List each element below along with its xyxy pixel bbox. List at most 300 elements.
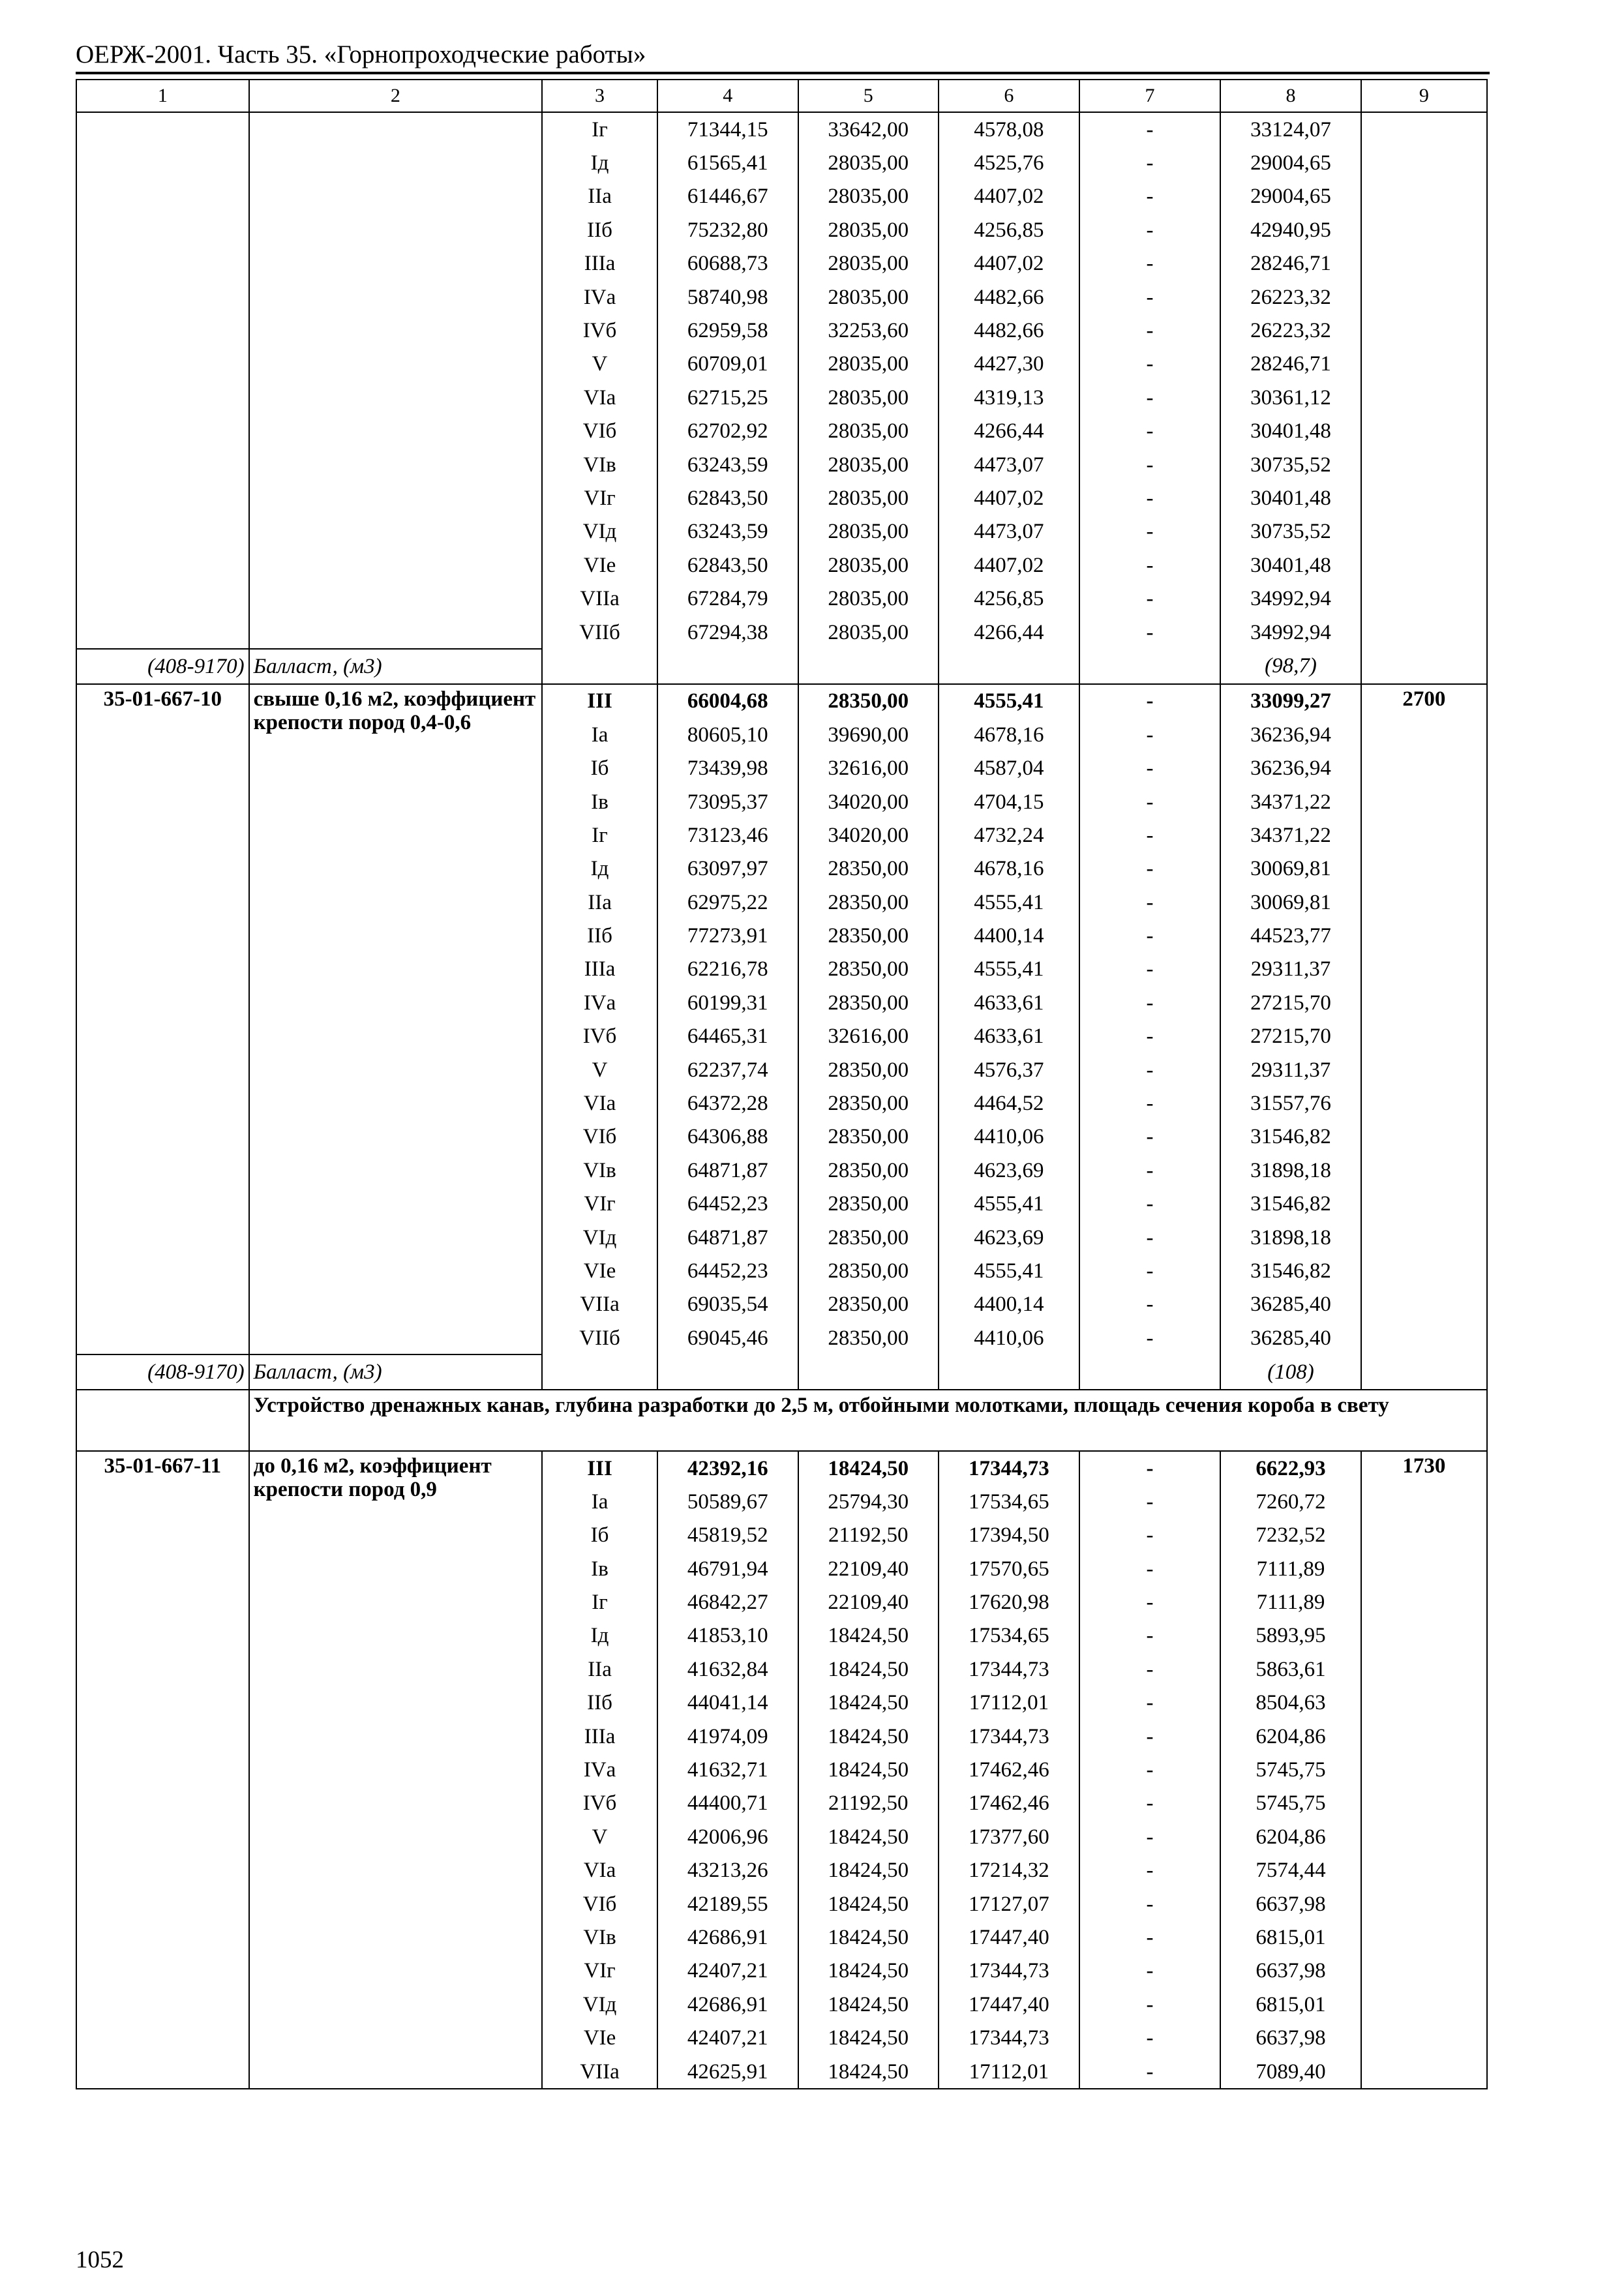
rates-table xyxy=(76,79,1488,2089)
labor-hours: 7089,40 xyxy=(1220,2055,1361,2089)
labor-cost: 28350,00 xyxy=(798,1154,939,1187)
machine-cost: 4400,14 xyxy=(939,1288,1079,1321)
machine-cost: 4473,07 xyxy=(939,515,1079,548)
labor-hours: 31898,18 xyxy=(1220,1221,1361,1254)
material-cost: - xyxy=(1079,986,1221,1019)
labor-hours: 44523,77 xyxy=(1220,919,1361,952)
labor-hours: 36285,40 xyxy=(1220,1321,1361,1354)
material-cost: - xyxy=(1079,886,1221,919)
labor-hours: 7232,52 xyxy=(1220,1519,1361,1552)
labor-hours: 34371,22 xyxy=(1220,785,1361,818)
labor-cost: 18424,50 xyxy=(798,2055,939,2089)
column-number: 8 xyxy=(1220,80,1361,112)
rock-category: Iв xyxy=(542,1552,657,1585)
total-cost: 80605,10 xyxy=(657,718,798,751)
labor-cost: 28035,00 xyxy=(798,180,939,213)
material-cost: - xyxy=(1079,180,1221,213)
material-cost: - xyxy=(1079,1720,1221,1753)
labor-cost: 18424,50 xyxy=(798,1954,939,1988)
labor-cost: 28350,00 xyxy=(798,1086,939,1120)
total-cost: 67284,79 xyxy=(657,582,798,615)
rock-category: V xyxy=(542,1053,657,1086)
labor-hours: 29004,65 xyxy=(1220,180,1361,213)
labor-cost: 18424,50 xyxy=(798,1854,939,1887)
column-number: 6 xyxy=(939,80,1079,112)
machine-cost: 17462,46 xyxy=(939,1787,1079,1820)
machine-cost: 4266,44 xyxy=(939,616,1079,649)
material-cost: - xyxy=(1079,348,1221,381)
total-cost: 64452,23 xyxy=(657,1188,798,1221)
table-row xyxy=(76,112,1487,146)
machine-cost: 4410,06 xyxy=(939,1321,1079,1354)
material-cost: - xyxy=(1079,1552,1221,1585)
labor-hours: 26223,32 xyxy=(1220,314,1361,347)
material-cost: - xyxy=(1079,1188,1221,1221)
labor-cost: 18424,50 xyxy=(798,1887,939,1921)
total-cost: 66004,68 xyxy=(657,684,798,718)
labor-hours: 27215,70 xyxy=(1220,986,1361,1019)
column-number: 4 xyxy=(657,80,798,112)
labor-hours: 6637,98 xyxy=(1220,1954,1361,1988)
machine-cost: 4482,66 xyxy=(939,280,1079,314)
rock-category: VIб xyxy=(542,1120,657,1154)
labor-hours: 8504,63 xyxy=(1220,1686,1361,1720)
material-cost: - xyxy=(1079,1585,1221,1619)
machine-cost: 17394,50 xyxy=(939,1519,1079,1552)
labor-hours: 26223,32 xyxy=(1220,280,1361,314)
labor-cost: 28035,00 xyxy=(798,515,939,548)
machine-cost: 4678,16 xyxy=(939,718,1079,751)
machine-cost: 4587,04 xyxy=(939,751,1079,785)
machine-cost: 4407,02 xyxy=(939,180,1079,213)
material-cost xyxy=(1079,649,1221,683)
rock-category: Iг xyxy=(542,818,657,852)
labor-cost: 28035,00 xyxy=(798,582,939,615)
rock-category: VIд xyxy=(542,1221,657,1254)
material-cost: - xyxy=(1079,146,1221,179)
total-cost: 73095,37 xyxy=(657,785,798,818)
rock-category: V xyxy=(542,348,657,381)
labor-cost: 18424,50 xyxy=(798,1720,939,1753)
labor-hours: 6622,93 xyxy=(1220,1451,1361,1485)
rock-category: IIб xyxy=(542,1686,657,1720)
table-row xyxy=(76,1451,1487,1485)
labor-cost: 18424,50 xyxy=(798,2021,939,2054)
machine-cost xyxy=(939,649,1079,683)
total-cost: 62843,50 xyxy=(657,481,798,515)
labor-cost: 28035,00 xyxy=(798,381,939,414)
item-description: до 0,16 м2, коэффициент крепости пород 0,9 xyxy=(249,1451,543,2089)
labor-hours: 6637,98 xyxy=(1220,1887,1361,1921)
rock-category: IIа xyxy=(542,180,657,213)
rock-category: Iа xyxy=(542,1485,657,1518)
labor-cost xyxy=(798,649,939,683)
rock-category: Iб xyxy=(542,1519,657,1552)
machine-cost: 4623,69 xyxy=(939,1154,1079,1187)
labor-hours: 36285,40 xyxy=(1220,1288,1361,1321)
total-cost xyxy=(657,1354,798,1389)
ballast-code: (408-9170) xyxy=(76,1354,249,1389)
labor-cost: 18424,50 xyxy=(798,1820,939,1853)
machine-cost: 4427,30 xyxy=(939,348,1079,381)
rock-category: IIб xyxy=(542,919,657,952)
material-cost: - xyxy=(1079,1787,1221,1820)
labor-cost: 34020,00 xyxy=(798,785,939,818)
total-cost: 64372,28 xyxy=(657,1086,798,1120)
machine-cost: 17534,65 xyxy=(939,1619,1079,1653)
total-cost: 44041,14 xyxy=(657,1686,798,1720)
total-cost xyxy=(657,649,798,683)
labor-hours: 27215,70 xyxy=(1220,1020,1361,1053)
material-cost: - xyxy=(1079,280,1221,314)
rock-category: VIа xyxy=(542,1854,657,1887)
labor-cost: 34020,00 xyxy=(798,818,939,852)
machine-cost: 4319,13 xyxy=(939,381,1079,414)
total-cost: 42189,55 xyxy=(657,1887,798,1921)
machine-cost: 4407,02 xyxy=(939,548,1079,582)
rock-category: IVа xyxy=(542,1753,657,1786)
ballast-label: Балласт, (м3) xyxy=(249,1354,543,1389)
rock-category: VIе xyxy=(542,548,657,582)
labor-hours: 31546,82 xyxy=(1220,1120,1361,1154)
rock-category: VIIа xyxy=(542,1288,657,1321)
rock-category: Iд xyxy=(542,1619,657,1653)
total-cost: 64452,23 xyxy=(657,1254,798,1287)
total-cost: 73439,98 xyxy=(657,751,798,785)
machine-cost: 17344,73 xyxy=(939,1720,1079,1753)
rock-category: IIIа xyxy=(542,953,657,986)
labor-cost: 28350,00 xyxy=(798,1221,939,1254)
ballast-label: Балласт, (м3) xyxy=(249,649,543,683)
machine-cost: 17620,98 xyxy=(939,1585,1079,1619)
total-cost: 41853,10 xyxy=(657,1619,798,1653)
labor-cost: 22109,40 xyxy=(798,1585,939,1619)
machine-cost: 4266,44 xyxy=(939,415,1079,448)
machine-cost: 4704,15 xyxy=(939,785,1079,818)
labor-cost: 28350,00 xyxy=(798,953,939,986)
rock-category: IIIа xyxy=(542,1720,657,1753)
labor-cost: 32616,00 xyxy=(798,1020,939,1053)
machine-cost: 4555,41 xyxy=(939,886,1079,919)
labor-hours: 30735,52 xyxy=(1220,515,1361,548)
table-row xyxy=(76,649,1487,683)
rock-category: IVб xyxy=(542,1020,657,1053)
total-cost: 44400,71 xyxy=(657,1787,798,1820)
labor-cost xyxy=(798,1354,939,1389)
material-cost: - xyxy=(1079,1321,1221,1354)
material-cost: - xyxy=(1079,1854,1221,1887)
section-heading-row xyxy=(76,1390,1487,1451)
machine-cost: 4578,08 xyxy=(939,112,1079,146)
total-cost: 71344,15 xyxy=(657,112,798,146)
total-cost: 69045,46 xyxy=(657,1321,798,1354)
total-cost: 58740,98 xyxy=(657,280,798,314)
labor-cost: 28035,00 xyxy=(798,247,939,280)
total-cost: 60688,73 xyxy=(657,247,798,280)
labor-hours: 7111,89 xyxy=(1220,1552,1361,1585)
total-cost: 62237,74 xyxy=(657,1053,798,1086)
labor-cost: 18424,50 xyxy=(798,1988,939,2021)
labor-cost: 28035,00 xyxy=(798,548,939,582)
column-number: 7 xyxy=(1079,80,1221,112)
labor-hours: 31546,82 xyxy=(1220,1188,1361,1221)
labor-hours: 30361,12 xyxy=(1220,381,1361,414)
labor-cost: 21192,50 xyxy=(798,1519,939,1552)
material-cost: - xyxy=(1079,1686,1221,1720)
rock-category: VIIб xyxy=(542,616,657,649)
material-cost: - xyxy=(1079,481,1221,515)
rock-category xyxy=(542,1354,657,1389)
labor-cost: 28350,00 xyxy=(798,1321,939,1354)
rock-category: VIа xyxy=(542,381,657,414)
total-cost: 62843,50 xyxy=(657,548,798,582)
labor-hours: 30069,81 xyxy=(1220,852,1361,886)
material-cost: - xyxy=(1079,1020,1221,1053)
item-code: 35-01-667-11 xyxy=(76,1451,249,2089)
labor-cost: 28350,00 xyxy=(798,919,939,952)
machine-cost: 4555,41 xyxy=(939,953,1079,986)
total-cost: 42006,96 xyxy=(657,1820,798,1853)
labor-hours: 30401,48 xyxy=(1220,481,1361,515)
labor-cost: 28035,00 xyxy=(798,616,939,649)
total-cost: 46791,94 xyxy=(657,1552,798,1585)
labor-hours: 29311,37 xyxy=(1220,953,1361,986)
machine-cost: 17112,01 xyxy=(939,1686,1079,1720)
rock-category: III xyxy=(542,1451,657,1485)
labor-hours: 6637,98 xyxy=(1220,2021,1361,2054)
rock-category: IVа xyxy=(542,986,657,1019)
labor-cost: 28035,00 xyxy=(798,415,939,448)
material-cost: - xyxy=(1079,247,1221,280)
labor-cost: 28035,00 xyxy=(798,348,939,381)
machine-cost: 4473,07 xyxy=(939,448,1079,481)
total-cost: 61565,41 xyxy=(657,146,798,179)
table-row xyxy=(76,684,1487,718)
material-cost: - xyxy=(1079,818,1221,852)
total-cost: 41632,84 xyxy=(657,1653,798,1686)
material-cost: - xyxy=(1079,1820,1221,1853)
labor-cost: 28350,00 xyxy=(798,1254,939,1287)
total-cost: 42686,91 xyxy=(657,1988,798,2021)
labor-cost: 28350,00 xyxy=(798,986,939,1019)
column-number: 5 xyxy=(798,80,939,112)
labor-cost: 28350,00 xyxy=(798,1053,939,1086)
machine-cost: 4633,61 xyxy=(939,1020,1079,1053)
machine-cost: 4400,14 xyxy=(939,919,1079,952)
labor-hours: 30401,48 xyxy=(1220,415,1361,448)
labor-cost: 28350,00 xyxy=(798,886,939,919)
labor-hours: 28246,71 xyxy=(1220,348,1361,381)
total-cost: 60709,01 xyxy=(657,348,798,381)
labor-cost: 28350,00 xyxy=(798,1120,939,1154)
rock-category: VIб xyxy=(542,1887,657,1921)
material-cost: - xyxy=(1079,1921,1221,1954)
item-price: 1730 xyxy=(1361,1451,1487,2089)
rock-category: VIд xyxy=(542,515,657,548)
ballast-code: (408-9170) xyxy=(76,649,249,683)
machine-cost: 4576,37 xyxy=(939,1053,1079,1086)
labor-hours: 5745,75 xyxy=(1220,1753,1361,1786)
labor-hours: 31557,76 xyxy=(1220,1086,1361,1120)
labor-hours: 30401,48 xyxy=(1220,548,1361,582)
material-cost: - xyxy=(1079,1451,1221,1485)
material-cost: - xyxy=(1079,1288,1221,1321)
material-cost: - xyxy=(1079,448,1221,481)
material-cost: - xyxy=(1079,1086,1221,1120)
total-cost: 63243,59 xyxy=(657,515,798,548)
rock-category: IVа xyxy=(542,280,657,314)
machine-cost: 4256,85 xyxy=(939,213,1079,247)
labor-hours: (108) xyxy=(1220,1354,1361,1389)
material-cost: - xyxy=(1079,112,1221,146)
labor-cost: 28035,00 xyxy=(798,213,939,247)
total-cost: 50589,67 xyxy=(657,1485,798,1518)
rock-category: Iд xyxy=(542,852,657,886)
total-cost: 41974,09 xyxy=(657,1720,798,1753)
rock-category: IIIа xyxy=(542,247,657,280)
labor-hours: 29311,37 xyxy=(1220,1053,1361,1086)
machine-cost: 17447,40 xyxy=(939,1921,1079,1954)
total-cost: 42625,91 xyxy=(657,2055,798,2089)
total-cost: 62975,22 xyxy=(657,886,798,919)
machine-cost: 4525,76 xyxy=(939,146,1079,179)
material-cost: - xyxy=(1079,1254,1221,1287)
total-cost: 64306,88 xyxy=(657,1120,798,1154)
material-cost: - xyxy=(1079,415,1221,448)
rock-category: Iг xyxy=(542,112,657,146)
blank-code-cell xyxy=(76,112,249,649)
labor-cost: 33642,00 xyxy=(798,112,939,146)
rock-category: VIIа xyxy=(542,2055,657,2089)
machine-cost: 17570,65 xyxy=(939,1552,1079,1585)
labor-cost: 25794,30 xyxy=(798,1485,939,1518)
machine-cost: 17344,73 xyxy=(939,1451,1079,1485)
column-number: 3 xyxy=(542,80,657,112)
rock-category: VIIа xyxy=(542,582,657,615)
labor-cost: 18424,50 xyxy=(798,1653,939,1686)
rock-category: Iг xyxy=(542,1585,657,1619)
rock-category: VIг xyxy=(542,481,657,515)
machine-cost: 4623,69 xyxy=(939,1221,1079,1254)
table-row xyxy=(76,1354,1487,1389)
blank-description-cell xyxy=(249,112,543,649)
machine-cost xyxy=(939,1354,1079,1389)
material-cost: - xyxy=(1079,2055,1221,2089)
labor-hours: 7260,72 xyxy=(1220,1485,1361,1518)
rock-category: Iб xyxy=(542,751,657,785)
total-cost: 42407,21 xyxy=(657,2021,798,2054)
material-cost xyxy=(1079,1354,1221,1389)
machine-cost: 17127,07 xyxy=(939,1887,1079,1921)
labor-hours: 7574,44 xyxy=(1220,1854,1361,1887)
material-cost: - xyxy=(1079,1887,1221,1921)
labor-hours: 30735,52 xyxy=(1220,448,1361,481)
labor-hours: 34992,94 xyxy=(1220,582,1361,615)
material-cost: - xyxy=(1079,582,1221,615)
labor-cost: 22109,40 xyxy=(798,1552,939,1585)
header-rule xyxy=(76,72,1490,74)
total-cost: 63097,97 xyxy=(657,852,798,886)
labor-hours: 6815,01 xyxy=(1220,1921,1361,1954)
section-heading: Устройство дренажных канав, глубина разработки до 2,5 м, отбойными молотками, площадь сечения короба в свету xyxy=(249,1390,1487,1451)
material-cost: - xyxy=(1079,1120,1221,1154)
labor-cost: 28350,00 xyxy=(798,1288,939,1321)
machine-cost: 4256,85 xyxy=(939,582,1079,615)
material-cost: - xyxy=(1079,616,1221,649)
total-cost: 42686,91 xyxy=(657,1921,798,1954)
rock-category: V xyxy=(542,1820,657,1853)
material-cost: - xyxy=(1079,953,1221,986)
total-cost: 77273,91 xyxy=(657,919,798,952)
material-cost: - xyxy=(1079,213,1221,247)
labor-hours: 6815,01 xyxy=(1220,1988,1361,2021)
material-cost: - xyxy=(1079,1653,1221,1686)
total-cost: 60199,31 xyxy=(657,986,798,1019)
total-cost: 41632,71 xyxy=(657,1753,798,1786)
rock-category: VIб xyxy=(542,415,657,448)
machine-cost: 4410,06 xyxy=(939,1120,1079,1154)
labor-cost: 28035,00 xyxy=(798,146,939,179)
labor-hours: 30069,81 xyxy=(1220,886,1361,919)
material-cost: - xyxy=(1079,1988,1221,2021)
material-cost: - xyxy=(1079,1619,1221,1653)
total-cost: 73123,46 xyxy=(657,818,798,852)
rock-category: VIв xyxy=(542,1154,657,1187)
total-cost: 62959,58 xyxy=(657,314,798,347)
material-cost: - xyxy=(1079,1154,1221,1187)
material-cost: - xyxy=(1079,2021,1221,2054)
rock-category: Iв xyxy=(542,785,657,818)
labor-hours: 34992,94 xyxy=(1220,616,1361,649)
labor-cost: 18424,50 xyxy=(798,1753,939,1786)
machine-cost: 17534,65 xyxy=(939,1485,1079,1518)
rock-category: IVб xyxy=(542,1787,657,1820)
machine-cost: 17344,73 xyxy=(939,1954,1079,1988)
rock-category: VIг xyxy=(542,1188,657,1221)
labor-hours: 33124,07 xyxy=(1220,112,1361,146)
material-cost: - xyxy=(1079,785,1221,818)
rock-category: VIа xyxy=(542,1086,657,1120)
labor-hours: (98,7) xyxy=(1220,649,1361,683)
total-cost: 62702,92 xyxy=(657,415,798,448)
labor-cost: 28035,00 xyxy=(798,448,939,481)
material-cost: - xyxy=(1079,515,1221,548)
total-cost: 67294,38 xyxy=(657,616,798,649)
item-code: 35-01-667-10 xyxy=(76,684,249,1355)
labor-hours: 6204,86 xyxy=(1220,1820,1361,1853)
rock-category: III xyxy=(542,684,657,718)
labor-cost: 18424,50 xyxy=(798,1451,939,1485)
item-price: 2700 xyxy=(1361,684,1487,1390)
item-description: свыше 0,16 м2, коэффициент крепости пород 0,4-0,6 xyxy=(249,684,543,1355)
rock-category: VIг xyxy=(542,1954,657,1988)
total-cost: 42392,16 xyxy=(657,1451,798,1485)
labor-hours: 28246,71 xyxy=(1220,247,1361,280)
rock-category: Iа xyxy=(542,718,657,751)
material-cost: - xyxy=(1079,1221,1221,1254)
material-cost: - xyxy=(1079,1954,1221,1988)
rock-category: IVб xyxy=(542,314,657,347)
labor-hours: 34371,22 xyxy=(1220,818,1361,852)
labor-cost: 28035,00 xyxy=(798,280,939,314)
material-cost: - xyxy=(1079,919,1221,952)
material-cost: - xyxy=(1079,718,1221,751)
labor-cost: 21192,50 xyxy=(798,1787,939,1820)
labor-cost: 18424,50 xyxy=(798,1686,939,1720)
machine-cost: 17214,32 xyxy=(939,1854,1079,1887)
column-number: 9 xyxy=(1361,80,1487,112)
material-cost: - xyxy=(1079,1053,1221,1086)
